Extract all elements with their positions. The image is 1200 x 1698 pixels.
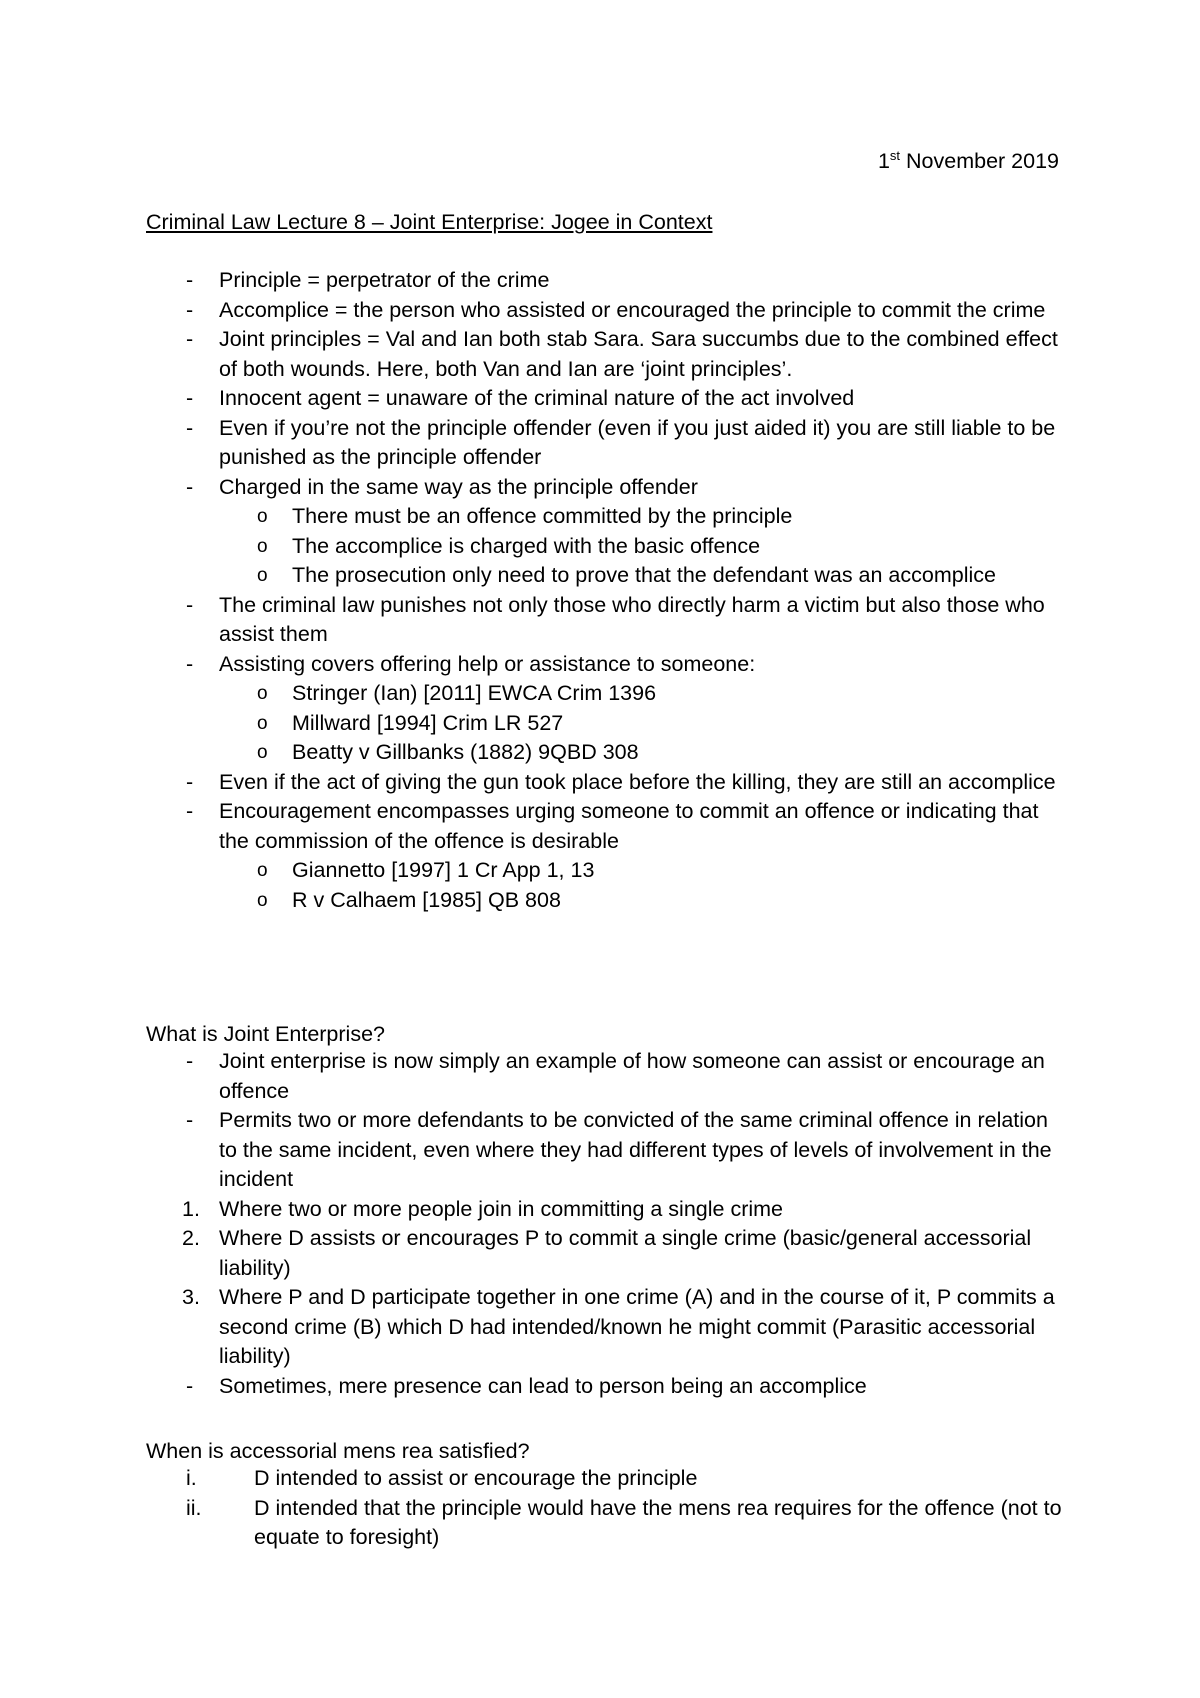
- bullet-circle: o: [257, 860, 268, 881]
- bullet-dash: -: [186, 799, 194, 823]
- sub-list-item: [0, 709, 1062, 739]
- list-item: [0, 1372, 1059, 1402]
- list-item-text: Even if the act of giving the gun took place before the killing, they are still an accomplice: [219, 769, 1056, 794]
- list-item-text: There must be an offence committed by the principle: [292, 504, 793, 528]
- list-item-text: Where two or more people join in committing a single crime: [219, 1196, 784, 1221]
- bullet-circle: o: [257, 535, 268, 557]
- list-item-text: Innocent agent = unaware of the criminal nature of the act involved: [219, 386, 855, 410]
- numbered-item: [0, 1283, 1059, 1372]
- list-item-text: The accomplice is charged with the basic offence: [292, 533, 761, 558]
- section-2-list: [0, 1047, 1200, 1401]
- list-item-text: Beatty v Gillbanks (1882) 9QBD 308: [292, 740, 639, 764]
- document-title: Criminal Law Lecture 8 – Joint Enterprise: Jogee in Context: [146, 210, 713, 234]
- section-heading-joint-enterprise: What is Joint Enterprise?: [146, 1022, 385, 1046]
- list-item-text: Permits two or more defendants to be convicted of the same criminal offence in relation to the same incident, even where they had different types of levels of involvement in the incident: [219, 1108, 1052, 1191]
- number-marker: 3.: [182, 1285, 200, 1309]
- bullet-circle: o: [257, 683, 268, 704]
- roman-item: [0, 1494, 1064, 1553]
- list-item-text: Stringer (Ian) [2011] EWCA Crim 1396: [292, 681, 657, 705]
- sub-list-item: [0, 886, 1062, 916]
- list-item-text: D intended to assist or encourage the principle: [254, 1466, 698, 1490]
- bullet-circle: o: [257, 565, 268, 586]
- list-item: [0, 414, 1059, 473]
- numbered-item: [0, 1195, 1059, 1225]
- list-item-text: Where D assists or encourages P to commit a single crime (basic/general accessorial liability): [219, 1226, 1032, 1280]
- sub-list-item: [0, 561, 1062, 591]
- list-item-text: R v Calhaem [1985] QB 808: [292, 887, 561, 912]
- list-item-text: Where P and D participate together in one crime (A) and in the course of it, P commits a second crime (B) which D had intended/known he might commit (Parasitic accessorial liability): [219, 1285, 1055, 1368]
- list-item: [0, 266, 1059, 296]
- bullet-dash: -: [186, 1049, 194, 1073]
- list-item: [0, 797, 1059, 856]
- bullet-dash: -: [186, 297, 194, 322]
- list-item-text: Joint enterprise is now simply an example of how someone can assist or encourage an offence: [219, 1049, 1045, 1103]
- list-item: [0, 650, 1059, 680]
- list-item-text: Charged in the same way as the principle offender: [219, 474, 698, 499]
- list-item: [0, 1106, 1059, 1195]
- roman-item: [0, 1464, 1064, 1494]
- bullet-circle: o: [257, 506, 268, 527]
- bullet-dash: -: [186, 1108, 194, 1132]
- list-item: [0, 296, 1059, 326]
- bullet-circle: o: [257, 889, 268, 911]
- sub-list-item: [0, 502, 1062, 532]
- list-item: [0, 768, 1059, 798]
- section-heading-mens-rea: When is accessorial mens rea satisfied?: [146, 1439, 530, 1463]
- list-item-text: Assisting covers offering help or assistance to someone:: [219, 651, 756, 676]
- list-item: [0, 1047, 1059, 1106]
- bullet-dash: -: [186, 327, 194, 351]
- sub-list-item: [0, 856, 1062, 886]
- list-item: [0, 591, 1059, 650]
- date-suffix: st: [889, 147, 901, 163]
- list-item-text: D intended that the principle would have the mens rea requires for the offence (not to equate to foresight): [254, 1495, 1062, 1549]
- section-3-list: [0, 1464, 1200, 1553]
- number-marker: 2.: [182, 1226, 200, 1250]
- list-item-text: Even if you’re not the principle offender (even if you just aided it) you are still liable to be punished as the principle offender: [219, 415, 1056, 469]
- section-1-list: [0, 266, 1200, 915]
- list-item-text: Sometimes, mere presence can lead to person being an accomplice: [219, 1373, 867, 1398]
- bullet-dash: -: [186, 268, 194, 292]
- list-item: [0, 473, 1059, 503]
- date-day: 1: [877, 149, 890, 173]
- list-item-text: Accomplice = the person who assisted or encouraged the principle to commit the crime: [219, 297, 1046, 322]
- list-item-text: Principle = perpetrator of the crime: [219, 268, 550, 292]
- list-item-text: Joint principles = Val and Ian both stab Sara. Sara succumbs due to the combined effect of both wounds. Here, both Van and Ian are ‘joint principles’.: [219, 327, 1058, 381]
- list-item: [0, 325, 1059, 384]
- sub-list-item: [0, 738, 1062, 768]
- list-item-text: The prosecution only need to prove that the defendant was an accomplice: [292, 563, 996, 587]
- roman-marker: ii.: [186, 1495, 202, 1520]
- bullet-dash: -: [186, 386, 194, 410]
- numbered-item: [0, 1224, 1059, 1283]
- bullet-dash: -: [186, 415, 194, 440]
- sub-list-item: [0, 532, 1062, 562]
- bullet-dash: -: [186, 592, 194, 617]
- bullet-circle: o: [257, 742, 268, 763]
- list-item-text: Giannetto [1997] 1 Cr App 1, 13: [292, 858, 595, 882]
- date-month-year: November 2019: [900, 149, 1059, 173]
- roman-marker: i.: [186, 1466, 197, 1490]
- list-item-text: Encouragement encompasses urging someone to commit an offence or indicating that the commission of the offence is desirable: [219, 799, 1039, 853]
- bullet-dash: -: [186, 651, 194, 676]
- list-item-text: Millward [1994] Crim LR 527: [292, 710, 564, 735]
- bullet-dash: -: [186, 474, 194, 499]
- sub-list-item: [0, 679, 1062, 709]
- bullet-dash: -: [186, 769, 194, 794]
- list-item-text: The criminal law punishes not only those who directly harm a victim but also those who assist them: [219, 592, 1045, 646]
- bullet-circle: o: [257, 712, 268, 734]
- document-date: [878, 148, 1059, 174]
- bullet-dash: -: [186, 1373, 194, 1398]
- number-marker: 1.: [182, 1196, 200, 1221]
- list-item: [0, 384, 1059, 414]
